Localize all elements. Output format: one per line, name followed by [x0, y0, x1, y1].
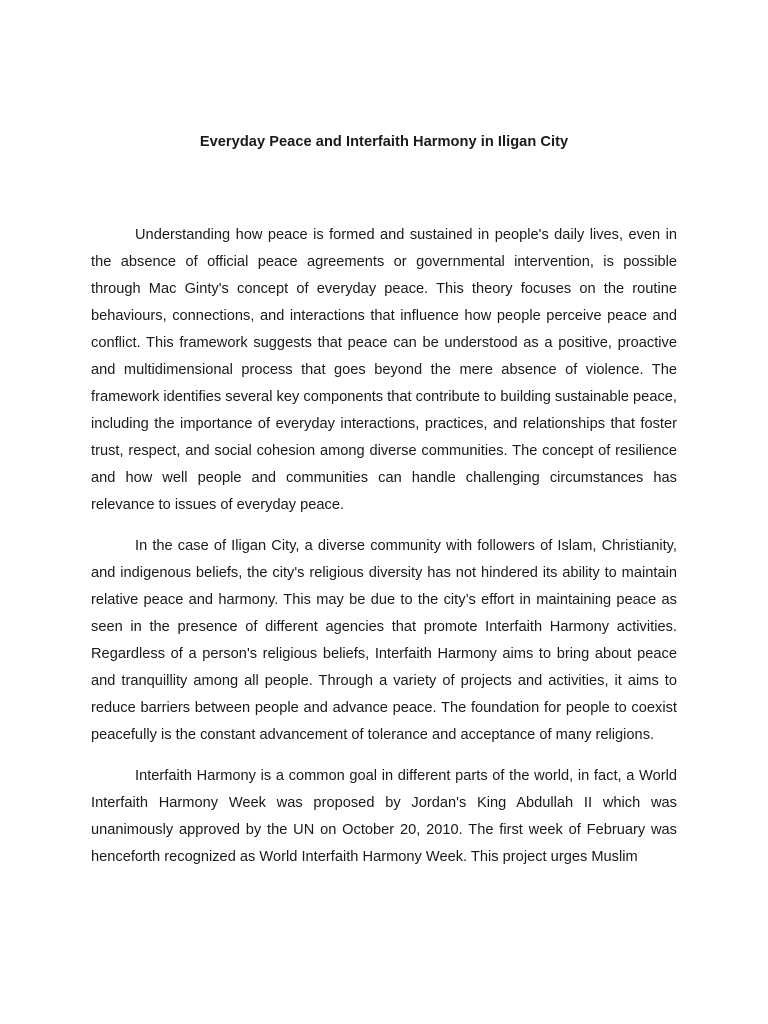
document-body: [91, 222, 677, 871]
document-page: [91, 131, 677, 885]
paragraph-2: In the case of Iligan City, a diverse community with followers of Islam, Christianity, and indigenous beliefs, the city's religious diversity has not hindered its ability to maintain relative peace and harmony. This may be due to the city’s effort in maintaining peace as seen in the presence of different agencies that promote Interfaith Harmony activities. Regardless of a person's religious beliefs, Interfaith Harmony aims to bring about peace and tranquillity among all people. Through a variety of projects and activities, it aims to reduce barriers between people and advance peace. The foundation for people to coexist peacefully is the constant advancement of tolerance and acceptance of many religions.: [91, 538, 677, 743]
document-title: Everyday Peace and Interfaith Harmony in Iligan City: [199, 134, 569, 150]
paragraph-3: Interfaith Harmony is a common goal in different parts of the world, in fact, a World Interfaith Harmony Week was proposed by Jordan's King Abdullah II which was unanimously approved by the UN on October 20, 2010. The first week of February was henceforth recognized as World Interfaith Harmony Week. This project urges Muslim: [91, 768, 677, 865]
paragraph-1: Understanding how peace is formed and sustained in people's daily lives, even in the absence of official peace agreements or governmental intervention, is possible through Mac Ginty's concept of everyday peace. This theory focuses on the routine behaviours, connections, and interactions that influence how people perceive peace and conflict. This framework suggests that peace can be understood as a positive, proactive and multidimensional process that goes beyond the mere absence of violence. The framework identifies several key components that contribute to building sustainable peace, including the importance of everyday interactions, practices, and relationships that foster trust, respect, and social cohesion among diverse communities. The concept of resilience and how well people and communities can handle challenging circumstances has relevance to issues of everyday peace.: [91, 227, 677, 513]
